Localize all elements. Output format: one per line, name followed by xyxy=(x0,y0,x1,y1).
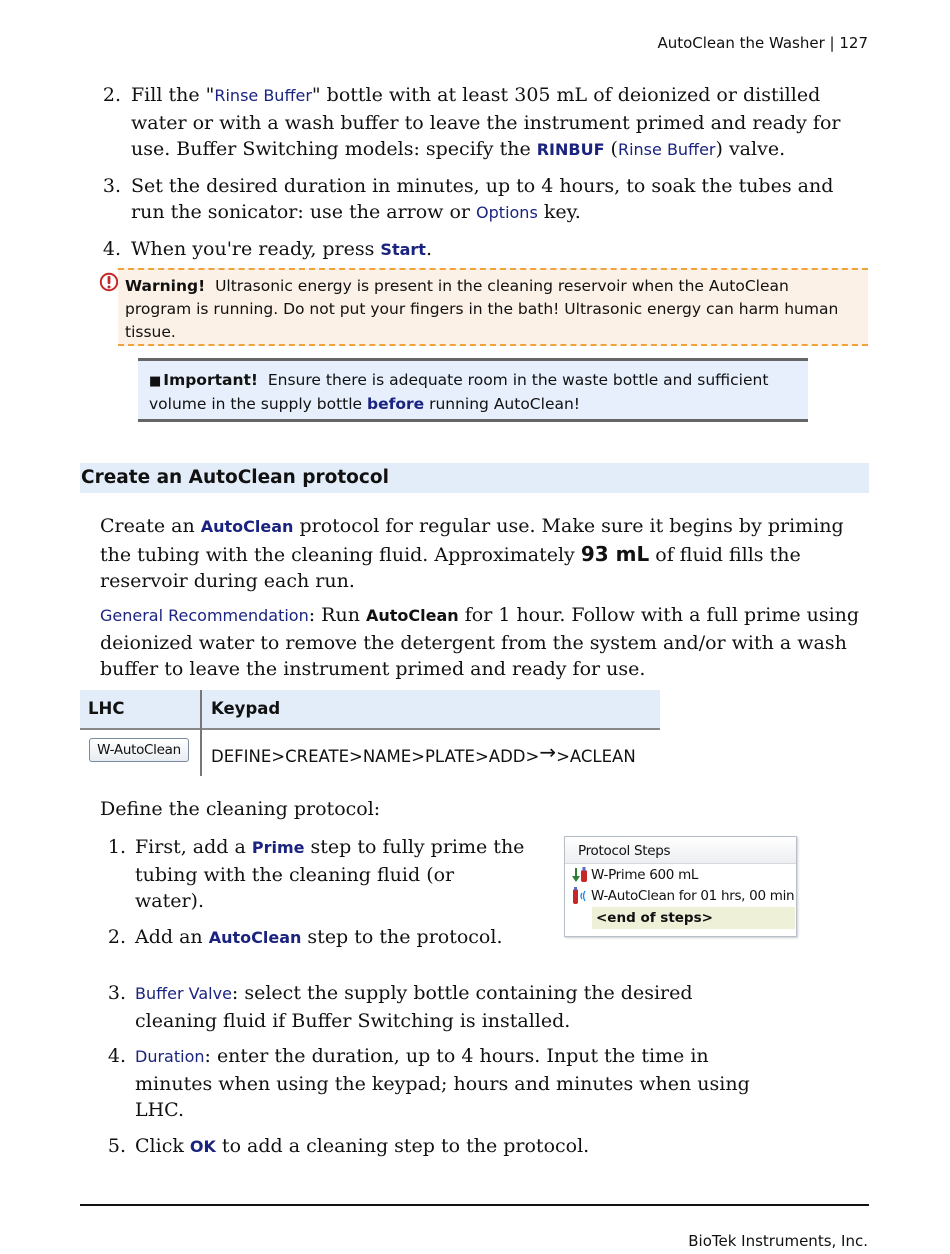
table-header-keypad: Keypad xyxy=(211,699,281,718)
w-autoclean-button[interactable]: W-AutoClean xyxy=(89,738,189,762)
step-text: Add an xyxy=(135,925,209,948)
step-text: Set the desired duration in minutes, up to 4 hours, to soak the tubes and run the sonicator: use the arrow or xyxy=(131,174,834,223)
list-item xyxy=(100,173,870,227)
para-text: of fluid fills the reservoir during each run. xyxy=(100,543,801,592)
important-label: Important! xyxy=(163,371,258,389)
step-text: Fill the " xyxy=(131,84,215,106)
term-rinbuf: RINBUF xyxy=(536,140,605,159)
para-text: for 1 hour. Follow with a full prime using deionized water to remove the detergent from the system and/or with a wash buffer to leave the instrument primed and ready for use. xyxy=(100,604,860,680)
step-number: 1. xyxy=(107,836,126,858)
term-rinse-buffer: Rinse Buffer xyxy=(214,86,312,105)
term-buffer-valve: Buffer Valve xyxy=(135,984,232,1003)
term-autoclean: AutoClean xyxy=(366,606,459,625)
panel-title: Protocol Steps xyxy=(565,837,796,864)
para-text: : Run xyxy=(308,604,366,626)
warning-box xyxy=(118,268,868,346)
step-number: 5. xyxy=(107,1134,126,1157)
step-number: 3. xyxy=(107,982,126,1004)
volume-value: 93 mL xyxy=(580,541,650,566)
list-item xyxy=(104,980,765,1034)
protocol-steps-panel xyxy=(564,836,797,937)
define-text: Define the cleaning protocol: xyxy=(100,798,381,820)
step-text: " bottle with at least 305 mL of deionized or distilled water or with a wash buffer to leave the instrument primed and ready for use. Buffer Switching models: specify the xyxy=(131,84,841,160)
term-autoclean: AutoClean xyxy=(200,517,294,536)
term-autoclean: AutoClean xyxy=(208,927,302,947)
term-prime: Prime xyxy=(251,838,305,857)
protocol-step-label: W-Prime 600 mL xyxy=(591,867,699,883)
term-ok: OK xyxy=(189,1136,216,1156)
step-text: : select the supply bottle containing the desired cleaning fluid if Buffer Switching is installed. xyxy=(135,982,693,1032)
step-text: When you're ready, press xyxy=(131,237,381,260)
step-number: 2. xyxy=(102,84,121,106)
term-start: Start xyxy=(380,239,426,259)
important-box xyxy=(138,358,808,422)
list-item xyxy=(104,1133,775,1161)
term-rinse-buffer: Rinse Buffer xyxy=(617,140,716,159)
right-arrow-icon: → xyxy=(539,740,557,764)
command-table xyxy=(80,690,660,776)
list-item xyxy=(100,236,870,264)
term-general-recommendation: General Recommendation xyxy=(100,606,309,625)
steps-top-list xyxy=(100,82,870,272)
step-number: 2. xyxy=(107,925,126,948)
column-divider xyxy=(200,690,202,776)
page-header: AutoClean the Washer | 127 xyxy=(657,34,868,52)
warning-text: Ultrasonic energy is present in the cleaning reservoir when the AutoClean program is running. Do not put your fingers in the bath! Ultrasonic energy can harm human tissue. xyxy=(125,277,839,341)
warning-icon xyxy=(99,272,119,292)
protocol-step-prime[interactable] xyxy=(571,865,698,886)
important-text: Ensure there is adequate room in the waste bottle and sufficient volume in the supply bottle xyxy=(149,371,769,413)
step-text: Click xyxy=(135,1134,190,1157)
step-number: 4. xyxy=(107,1045,126,1067)
table-header-row xyxy=(80,690,660,730)
recommendation-paragraph xyxy=(100,602,875,683)
step-text: ) valve. xyxy=(715,138,786,160)
end-of-steps-row[interactable]: <end of steps> xyxy=(592,907,795,929)
list-item xyxy=(104,1043,775,1124)
step-text: to add a cleaning step to the protocol. xyxy=(215,1134,590,1157)
protocol-step-label: W-AutoClean for 01 hrs, 00 min xyxy=(591,888,795,904)
list-item xyxy=(100,82,870,164)
term-duration: Duration xyxy=(135,1047,205,1066)
keypad-text: >ACLEAN xyxy=(556,747,636,766)
autoclean-step-icon xyxy=(571,887,591,905)
protocol-step-autoclean[interactable] xyxy=(571,886,794,907)
keypad-text: DEFINE>CREATE>NAME>PLATE>ADD> xyxy=(211,747,540,766)
prime-step-icon xyxy=(571,866,591,884)
intro-paragraph xyxy=(100,513,875,595)
step-text: step to fully prime the tubing with the cleaning fluid (or water). xyxy=(135,836,525,912)
step-text: . xyxy=(425,237,432,260)
para-text: protocol for regular use. Make sure it begins by priming the tubing with the cleaning fluid. Approximately xyxy=(100,515,844,566)
warning-label: Warning! xyxy=(125,277,206,295)
page-footer: BioTek Instruments, Inc. xyxy=(688,1232,868,1250)
term-options: Options xyxy=(476,203,538,222)
step-text: ( xyxy=(604,138,618,160)
bullet-icon: ■ xyxy=(149,374,162,389)
step-number: 4. xyxy=(102,237,121,260)
step-text: : enter the duration, up to 4 hours. Input the time in minutes when using the keypad; hours and minutes when using LHC. xyxy=(135,1045,750,1121)
important-text: running AutoClean! xyxy=(424,395,581,413)
footer-rule xyxy=(80,1204,869,1206)
list-item xyxy=(104,924,525,952)
step-text: step to the protocol. xyxy=(301,925,503,948)
step-text: key. xyxy=(537,201,581,223)
step-text: First, add a xyxy=(135,836,252,858)
list-item xyxy=(104,834,525,915)
important-emphasis: before xyxy=(367,395,425,413)
section-heading: Create an AutoClean protocol xyxy=(80,463,869,493)
keypad-sequence xyxy=(211,742,636,770)
para-text: Create an xyxy=(100,515,201,537)
table-header-lhc: LHC xyxy=(88,699,125,718)
step-number: 3. xyxy=(102,174,121,197)
